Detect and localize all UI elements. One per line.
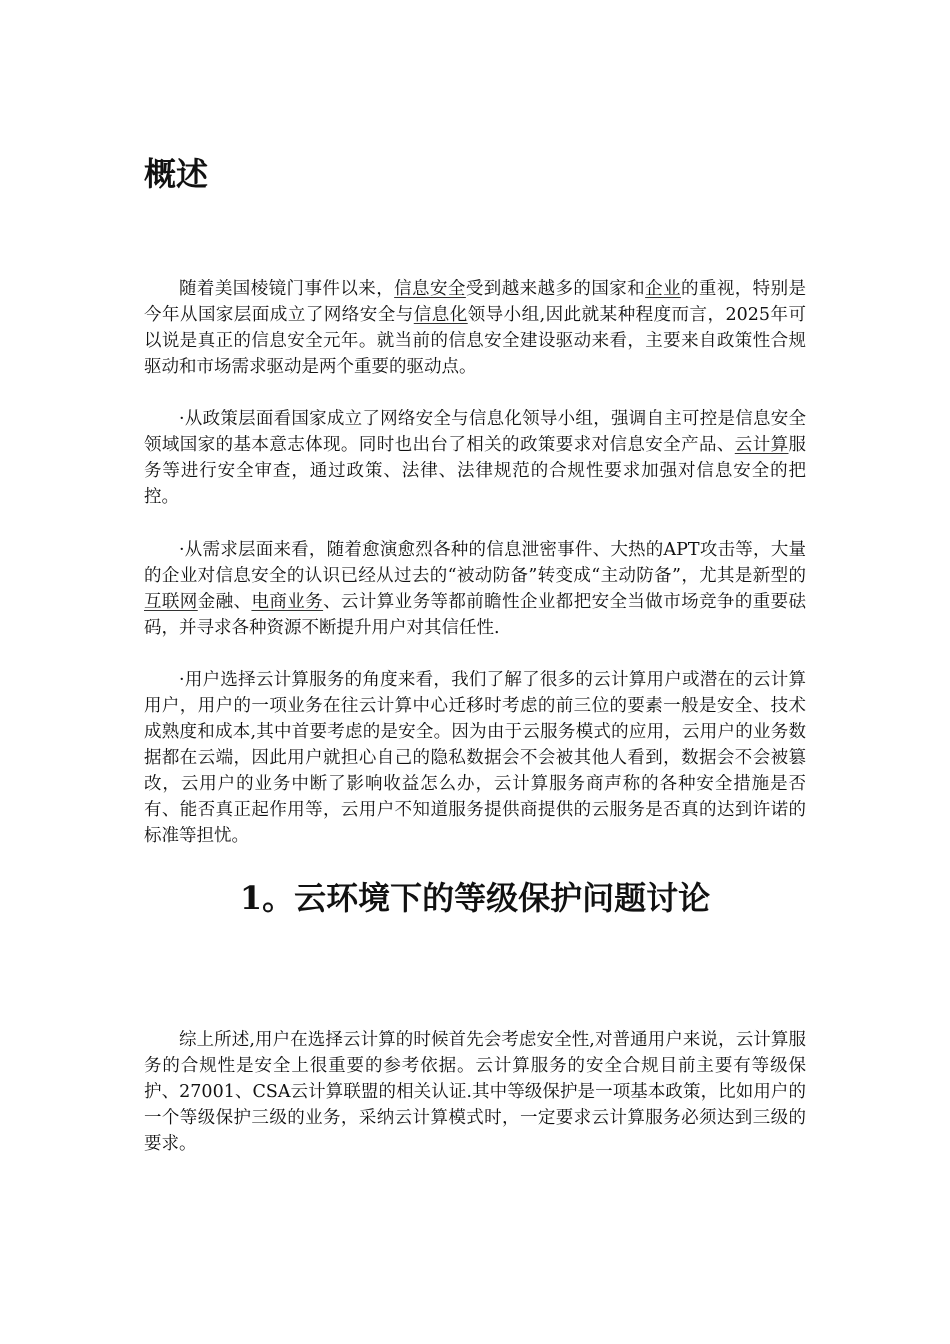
paragraph-text: 随着美国棱镜门事件以来， (179, 279, 395, 299)
link-information-security[interactable]: 信息安全 (394, 279, 466, 299)
paragraph-text: 金融、 (197, 592, 252, 612)
paragraph-text: ·从政策层面看国家成立了网络安全与信息化领导小组，强调自主可控是信息安全领域国家的基本意志体现。同时也出台了相关的政策要求对信息安全产品、 (144, 409, 806, 455)
paragraph-user-perspective (144, 667, 806, 849)
heading-overview: 概述 (144, 155, 209, 193)
paragraph-text: ·从需求层面来看，随着愈演愈烈各种的信息泄密事件、大热的APT攻击等，大量的企业对信息安全的认识已经从过去的“被动防备”转变成“主动防备”，尤其是新型的 (144, 540, 806, 586)
paragraph-text: 领导小组,因此就某种程度而言，2025年可以说是真正的信息安全元年。就当前的信息安全建设驱动来看，主要来自政策性合规驱动和市场需求驱动是两个重要的驱动点。 (144, 305, 807, 377)
paragraph-text: ·用户选择云计算服务的角度来看，我们了解了很多的云计算用户或潜在的云计算用户，用户的一项业务在往云计算中心迁移时考虑的前三位的要素一般是安全、技术成熟度和成本,其中首要考虑的是安全。因为由于云服务模式的应用，云用户的业务数据都在云端，因此用户就担心自己的隐私数据会不会被其他人看到，数据会不会被篡改，云用户的业务中断了影响收益怎么办，云计算服务商声称的各种安全措施是否有、能否真正起作用等，云用户不知道服务提供商提供的云服务是否真的达到许诺的标准等担忧。 (144, 670, 806, 846)
link-internet[interactable]: 互联网 (144, 592, 198, 612)
paragraph-summary (144, 1027, 806, 1157)
link-cloud-computing[interactable]: 云计算 (734, 435, 789, 455)
paragraph-text: 综上所述,用户在选择云计算的时候首先会考虑安全性,对普通用户来说，云计算服务的合规性是安全上很重要的参考依据。云计算服务的安全合规目前主要有等级保护、27001、CSA云计算联盟的相关认证.其中等级保护是一项基本政策，比如用户的一个等级保护三级的业务，采纳云计算模式时，一定要求云计算服务必须达到三级的要求。 (144, 1030, 806, 1154)
link-informatization[interactable]: 信息化 (413, 305, 468, 325)
paragraph-text: 的重视，特别是今年从国家层面成立了网络安全与 (144, 279, 807, 325)
paragraph-text: 服务等进行安全审查，通过政策、法律、法律规范的合规性要求加强对信息安全的把控。 (144, 435, 807, 507)
heading-section-1: 1。云环境下的等级保护问题讨论 (239, 879, 711, 917)
paragraph-text: 受到越来越多的国家和 (465, 279, 646, 299)
paragraph-demand (144, 537, 806, 641)
paragraph-text: 、云计算业务等都前瞻性企业都把安全当做市场竞争的重要砝码，并寻求各种资源不断提升用户对其信任性. (144, 592, 807, 638)
link-ecommerce[interactable]: 电商业务 (251, 592, 324, 612)
link-enterprise[interactable]: 企业 (645, 279, 681, 299)
paragraph-intro (144, 276, 806, 380)
paragraph-policy (144, 406, 806, 510)
